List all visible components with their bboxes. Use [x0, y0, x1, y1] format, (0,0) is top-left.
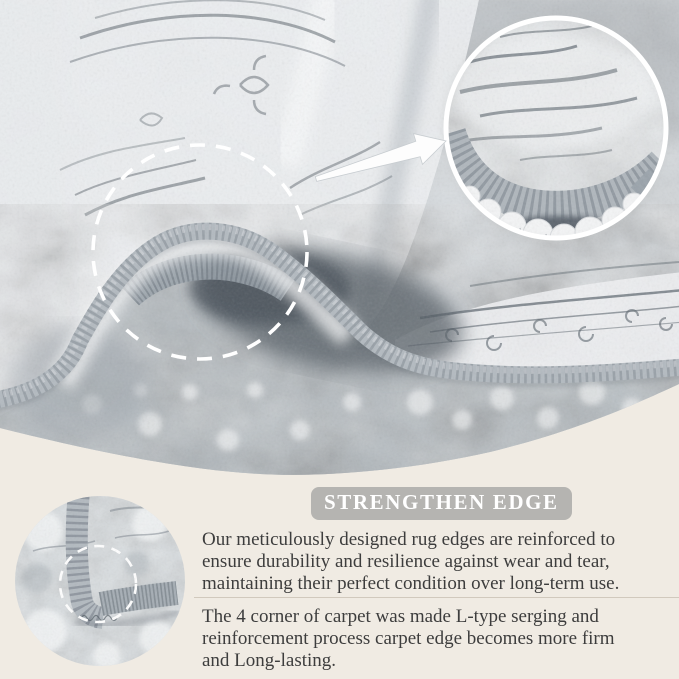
corner-description-paragraph	[202, 606, 615, 672]
paragraph-line: and Long-lasting.	[202, 650, 337, 671]
paragraph-line: ensure durability and resilience against wear and tear,	[202, 551, 610, 572]
paragraph-line: The 4 corner of carpet was made L-type serging and	[202, 606, 599, 627]
corner-detail-photo	[15, 496, 185, 666]
badge-label: STRENGTHEN EDGE	[324, 490, 559, 514]
divider	[194, 597, 679, 598]
paragraph-line: maintaining their perfect condition over long-term use.	[202, 573, 620, 594]
paragraph-line: Our meticulously designed rug edges are reinforced to	[202, 529, 616, 550]
strengthen-edge-badge	[311, 487, 572, 520]
edge-description-paragraph	[202, 529, 619, 595]
corner-detail-illustration	[15, 496, 185, 666]
paragraph-line: reinforcement process carpet edge becomes more firm	[202, 628, 615, 649]
